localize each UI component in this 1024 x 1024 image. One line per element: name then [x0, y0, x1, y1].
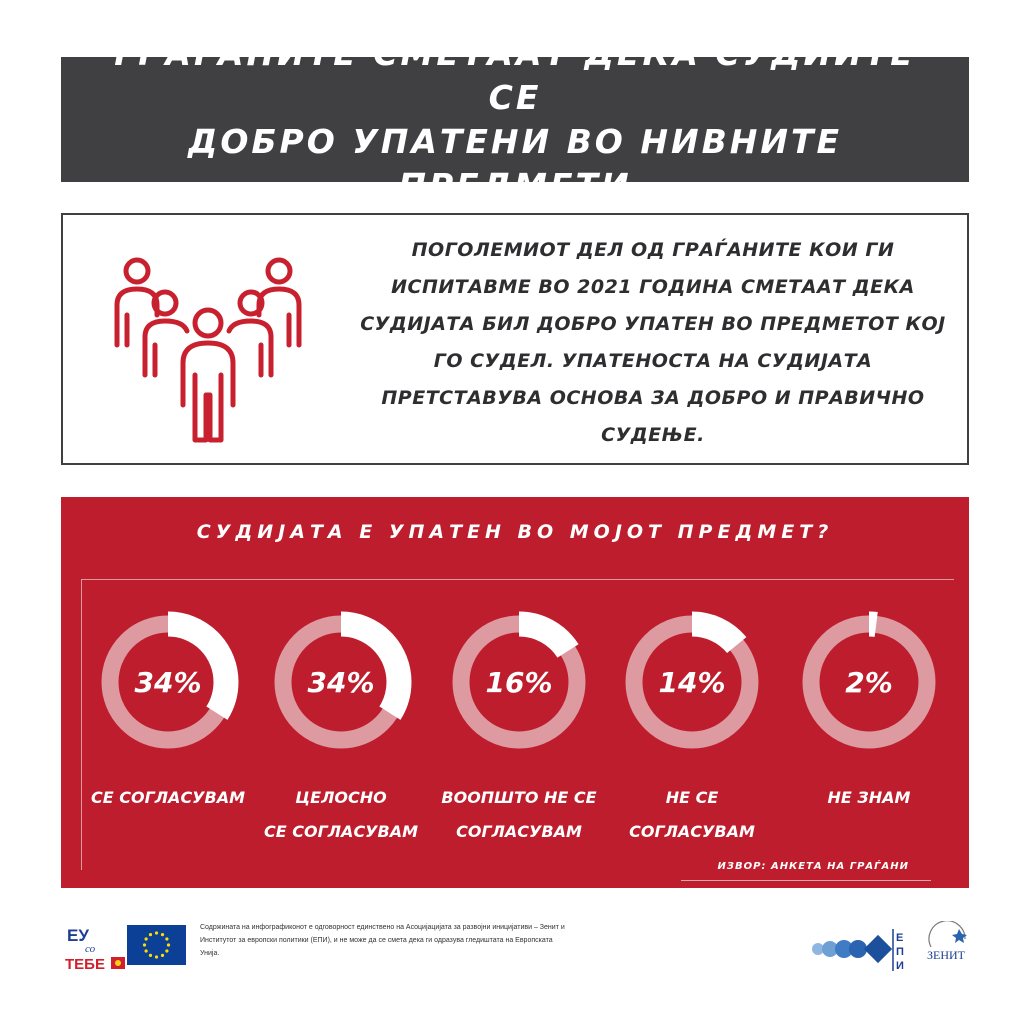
source-note: ИЗВОР: АНКЕТА НА ГРАЃАНИ: [717, 861, 909, 872]
percent-label: 34%: [307, 665, 375, 699]
category-label-line1: НЕ ЗНАМ: [827, 788, 911, 807]
eu-so-tebe-logo: [63, 923, 127, 975]
category-label-line2: СОГЛАСУВАМ: [456, 822, 582, 841]
zenit-wordmark: ЗЕНИТ: [927, 948, 966, 962]
category-label-line1: ЦЕЛОСНО: [295, 788, 387, 807]
eu-logo-top: ЕУ: [67, 926, 89, 945]
donut-5: [794, 607, 944, 757]
donut-4: [617, 607, 767, 757]
source-divider: [681, 880, 931, 881]
percent-label: 16%: [485, 665, 553, 699]
eu-flag-icon: [127, 925, 186, 965]
svg-text:П: П: [896, 946, 904, 958]
intro-box: [61, 213, 969, 465]
category-label-line2: СОГЛАСУВАМ: [629, 822, 755, 841]
eu-logo-bottom: ТЕБЕ: [65, 956, 105, 973]
title-banner: [61, 33, 969, 205]
percent-label: 2%: [845, 665, 893, 699]
svg-text:Е: Е: [896, 932, 904, 944]
zenit-logo: [925, 921, 970, 973]
category-label: [774, 781, 964, 815]
category-label: [246, 781, 436, 849]
people-group-icon: [103, 245, 313, 445]
footer: [0, 915, 1024, 985]
category-label: [73, 781, 263, 815]
percent-label: 34%: [134, 665, 202, 699]
category-label: [597, 781, 787, 849]
epi-logo: [810, 925, 905, 975]
category-label-line1: НЕ СЕ: [665, 788, 719, 807]
category-label-line2: СЕ СОГЛАСУВАМ: [263, 822, 419, 841]
intro-text: ПОГОЛЕМИОТ ДЕЛ ОД ГРАЃАНИТЕ КОИ ГИ ИСПИТАВМЕ ВО 2021 ГОДИНА СМЕТААТ ДЕКА СУДИЈАТА БИЛ ДОБРО УПАТЕН ВО ПРЕДМЕТОТ КОЈ ГО СУДЕЛ. УПАТЕНОСТА НА СУДИЈАТА ПРЕТСТАВУВА ОСНОВА ЗА ДОБРО И ПРАВИЧНО СУДЕЊЕ.: [360, 238, 946, 446]
survey-results-panel: [61, 497, 969, 888]
donut-2: [266, 607, 416, 757]
category-label-line1: ВООПШТО НЕ СЕ: [441, 788, 597, 807]
category-label: [424, 781, 614, 849]
disclaimer-text: Содржината на инфографиконот е одговорност единствено на Асоцијацијата за развојни иницијативи – Зенит и Институтот за европски политики (ЕПИ), и не може да се смета дека ги одразува гледиштата на Европската Унија.: [200, 924, 565, 957]
eu-logo-mid: со: [85, 943, 96, 955]
category-label-line1: СЕ СОГЛАСУВАМ: [90, 788, 246, 807]
donut-1: [93, 607, 243, 757]
chart-title: СУДИЈАТА Е УПАТЕН ВО МОЈОТ ПРЕДМЕТ?: [196, 521, 834, 543]
title-line-2: ДОБРО УПАТЕНИ ВО НИВНИТЕ ПРЕДМЕТИ: [187, 121, 843, 205]
svg-text:И: И: [896, 960, 904, 972]
donut-3: [444, 607, 594, 757]
percent-label: 14%: [658, 665, 726, 699]
page-title: [105, 32, 925, 208]
title-line-1: ГРАЃАНИТЕ СМЕТААТ ДЕКА СУДИИТЕ СЕ: [114, 33, 916, 117]
